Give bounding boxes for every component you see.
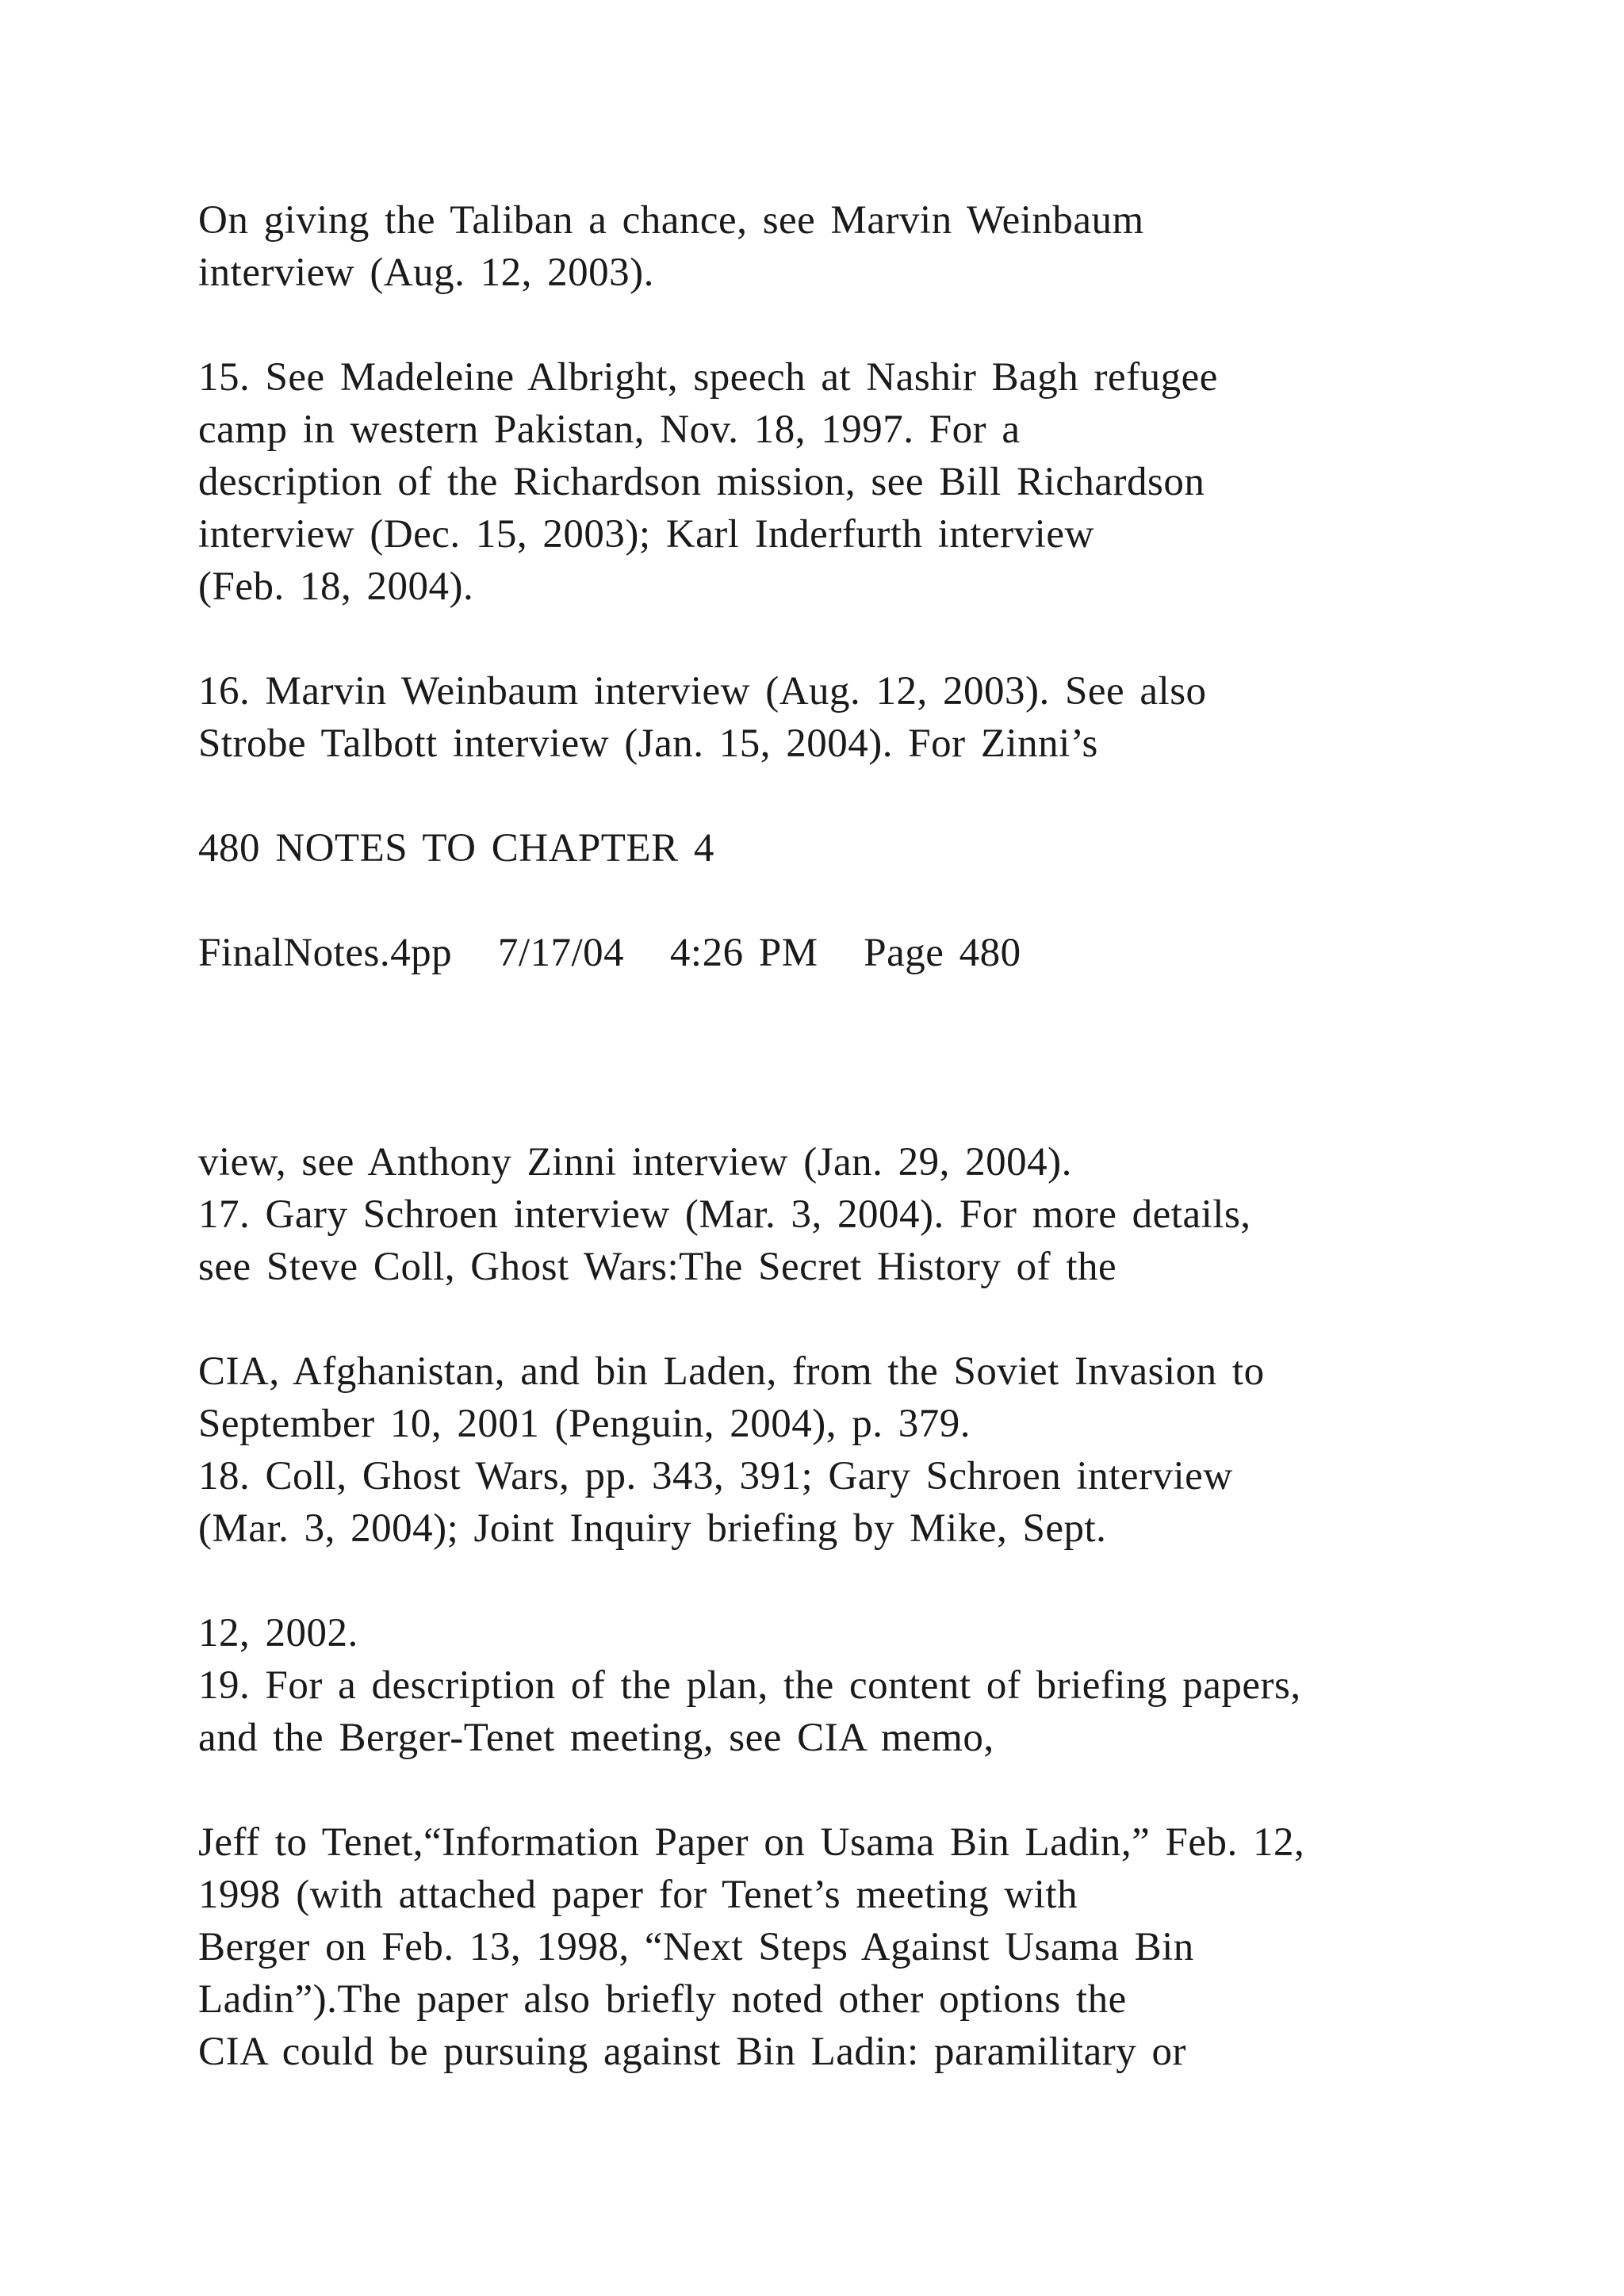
text-line: (Feb. 18, 2004).: [198, 564, 474, 609]
text-line: 16. Marvin Weinbaum interview (Aug. 12, 2003). See also: [198, 669, 1207, 714]
text-line: Berger on Feb. 13, 1998, “Next Steps Against Usama Bin: [198, 1925, 1194, 1969]
text-line: 17. Gary Schroen interview (Mar. 3, 2004). For more details,: [198, 1192, 1251, 1237]
text-line: CIA could be pursuing against Bin Ladin: paramilitary or: [198, 2030, 1186, 2074]
text-line: interview (Aug. 12, 2003).: [198, 251, 654, 295]
text-line: (Mar. 3, 2004); Joint Inquiry briefing by Mike, Sept.: [198, 1506, 1107, 1551]
text-line: 15. See Madeleine Albright, speech at Nashir Bagh refugee: [198, 355, 1218, 400]
text-line: 1998 (with attached paper for Tenet’s meeting with: [198, 1873, 1078, 1917]
text-line: On giving the Taliban a chance, see Marvin Weinbaum: [198, 198, 1144, 243]
text-line: CIA, Afghanistan, and bin Laden, from the Soviet Invasion to: [198, 1349, 1265, 1394]
text-line: camp in western Pakistan, Nov. 18, 1997. For a: [198, 408, 1021, 452]
text-line: 12, 2002.: [198, 1611, 358, 1655]
text-line: Strobe Talbott interview (Jan. 15, 2004). For Zinni’s: [198, 721, 1098, 766]
page-footer-slug: FinalNotes.4pp 7/17/04 4:26 PM Page 480: [198, 931, 1021, 975]
page-footer-chapter: 480 NOTES TO CHAPTER 4: [198, 826, 714, 871]
text-line: description of the Richardson mission, see Bill Richardson: [198, 460, 1205, 504]
text-line: view, see Anthony Zinni interview (Jan. 29, 2004).: [198, 1140, 1072, 1184]
text-line: Jeff to Tenet,“Information Paper on Usama Bin Ladin,” Feb. 12,: [198, 1820, 1305, 1865]
text-line: September 10, 2001 (Penguin, 2004), p. 379.: [198, 1402, 971, 1446]
text-line: 18. Coll, Ghost Wars, pp. 343, 391; Gary Schroen interview: [198, 1454, 1233, 1498]
text-line: and the Berger-Tenet meeting, see CIA memo,: [198, 1716, 994, 1760]
text-line: see Steve Coll, Ghost Wars:The Secret History of the: [198, 1245, 1117, 1289]
text-line: 19. For a description of the plan, the content of briefing papers,: [198, 1663, 1301, 1708]
text-line: Ladin”).The paper also briefly noted other options the: [198, 1977, 1127, 2022]
text-line: interview (Dec. 15, 2003); Karl Inderfurth interview: [198, 512, 1094, 557]
